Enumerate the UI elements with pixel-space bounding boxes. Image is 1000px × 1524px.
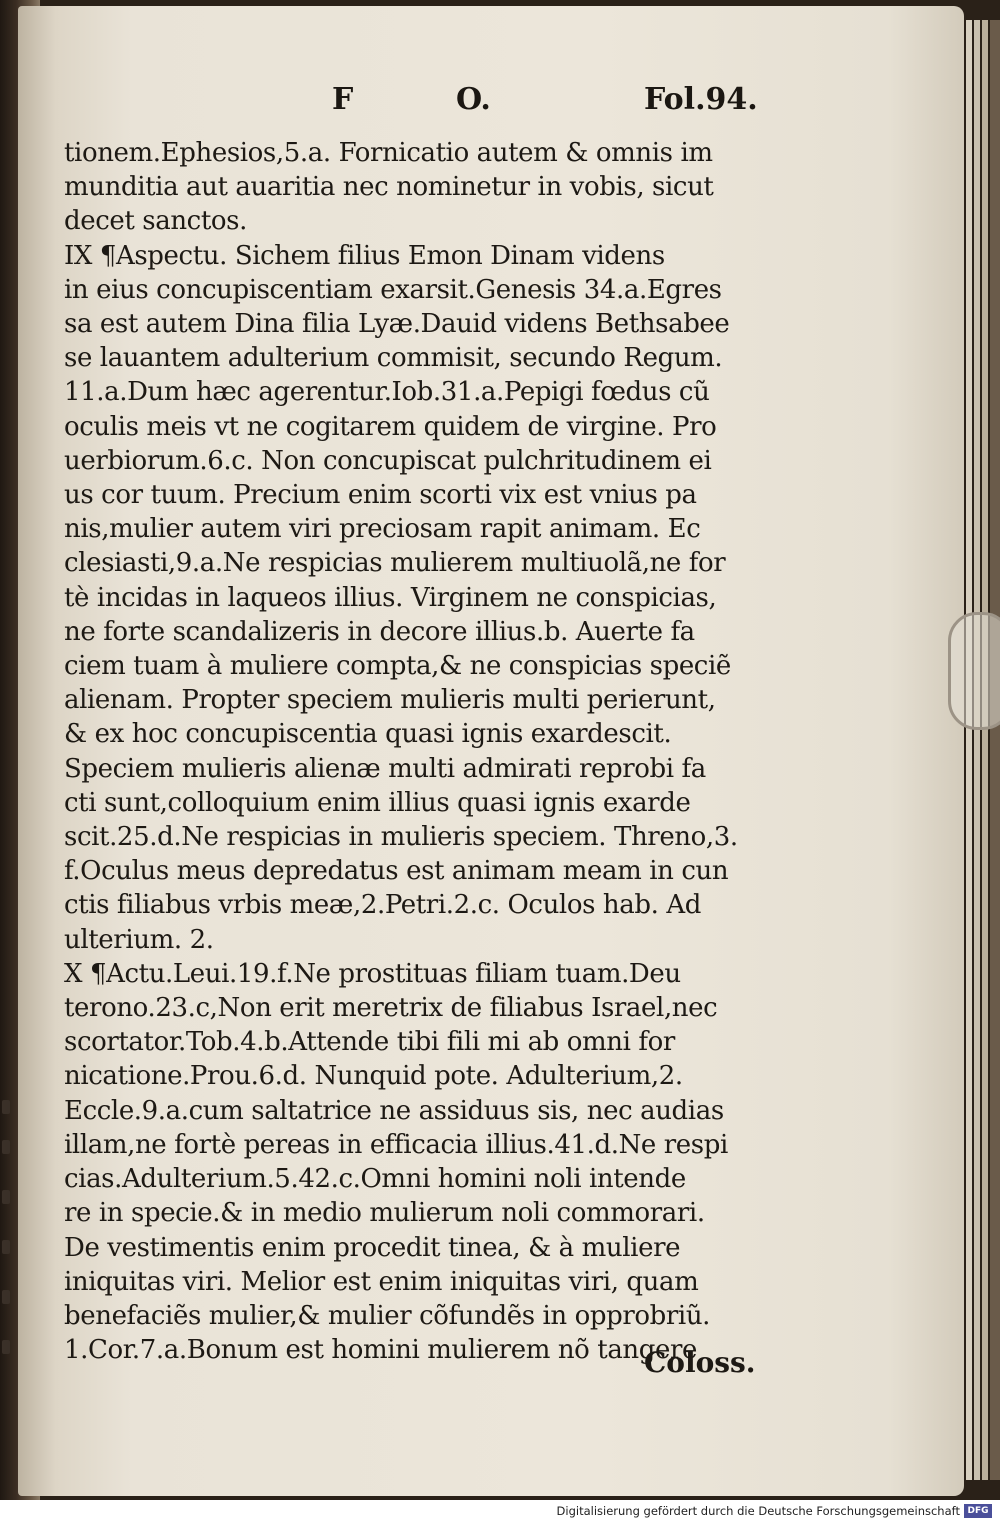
text-line: scit.25.d.Ne respicias in mulieris speciem. Threno,3. <box>64 822 738 853</box>
page-clip-shadow <box>948 612 1000 730</box>
text-line: us cor tuum. Precium enim scorti vix est vnius pa <box>64 480 697 511</box>
page-edge <box>966 20 972 1480</box>
folio-number: Fol.94. <box>644 82 758 117</box>
dfg-logo: DFG <box>964 1504 992 1518</box>
text-line: tionem.Ephesios,5.a. Fornicatio autem & omnis im <box>64 138 713 168</box>
text-line: se lauantem adulterium commisit, secundo Regum. <box>64 343 723 374</box>
text-line: clesiasti,9.a.Ne respicias mulierem multiuolã,ne for <box>64 548 726 579</box>
text-line: uerbiorum.6.c. Non concupiscat pulchritudinem ei <box>64 445 712 476</box>
text-line: ctis filiabus vrbis meæ,2.Petri.2.c. Oculos hab. Ad <box>64 890 701 921</box>
text-line: 11.a.Dum hæc agerentur.Iob.31.a.Pepigi fœdus cũ <box>64 377 710 408</box>
text-line: re in specie.& in medio mulierum noli commorari. <box>64 1198 705 1229</box>
text-line: alienam. Propter speciem mulieris multi perierunt, <box>64 685 716 716</box>
text-line: ciem tuam à muliere compta,& ne conspicias speciẽ <box>64 651 731 682</box>
text-line: X ¶Actu.Leui.19.f.Ne prostituas filiam tuam.Deu <box>64 958 681 989</box>
text-line: illam,ne fortè pereas in efficacia illius.41.d.Ne respi <box>64 1129 728 1160</box>
text-line: in eius concupiscentiam exarsit.Genesis 34.a.Egres <box>64 274 722 305</box>
text-line: cias.Adulterium.5.42.c.Omni homini noli intende <box>64 1164 686 1195</box>
text-line: & ex hoc concupiscentia quasi ignis exardescit. <box>64 719 672 750</box>
header-middle: O. <box>456 82 491 117</box>
text-line: IX ¶Aspectu. Sichem filius Emon Dinam videns <box>64 240 665 271</box>
gutter-marks <box>0 1100 14 1400</box>
text-line: Speciem mulieris alienæ multi admirati reprobi fa <box>64 753 706 784</box>
text-line: Eccle.9.a.cum saltatrice ne assiduus sis, nec audias <box>64 1095 724 1126</box>
text-line: De vestimentis enim procedit tinea, & à muliere <box>64 1232 681 1263</box>
text-line: f.Oculus meus depredatus est animam meam in cun <box>64 856 729 887</box>
text-line: iniquitas viri. Melior est enim iniquitas viri, quam <box>64 1266 699 1297</box>
page-edge <box>982 20 988 1480</box>
text-line: 1.Cor.7.a.Bonum est homini mulierem nõ tangere <box>64 1335 698 1366</box>
text-line: ulterium. 2. <box>64 924 214 955</box>
catchword: Coloss. <box>644 1346 756 1379</box>
running-header <box>0 82 1000 122</box>
header-left: F <box>332 82 354 117</box>
text-line: sa est autem Dina filia Lyæ.Dauid videns Bethsabee <box>64 309 730 340</box>
text-line: munditia aut auaritia nec nominetur in vobis, sicut <box>64 172 714 203</box>
text-line: oculis meis vt ne cogitarem quidem de virgine. Pro <box>64 411 717 442</box>
text-line: benefaciẽs mulier,& mulier cõfundẽs in opprobriũ. <box>64 1300 711 1331</box>
funding-notice: Digitalisierung gefördert durch die Deutsche Forschungsgemeinschaft <box>556 1504 960 1518</box>
text-line: scortator.Tob.4.b.Attende tibi fili mi ab omni for <box>64 1027 675 1058</box>
text-line: ne forte scandalizeris in decore illius.b. Auerte fa <box>64 616 695 647</box>
text-line: cti sunt,colloquium enim illius quasi ignis exarde <box>64 787 691 818</box>
text-line: tè incidas in laqueos illius. Virginem ne conspicias, <box>64 582 717 613</box>
page-edge <box>974 20 980 1480</box>
text-line: nicatione.Prou.6.d. Nunquid pote. Adulterium,2. <box>64 1061 683 1092</box>
footer-bar <box>0 1500 1000 1524</box>
text-line: nis,mulier autem viri preciosam rapit animam. Ec <box>64 514 701 545</box>
book-cover-edge <box>990 20 1000 1480</box>
text-line: terono.23.c,Non erit meretrix de filiabus Israel,nec <box>64 993 718 1024</box>
text-line: decet sanctos. <box>64 206 247 237</box>
page-body-text <box>64 136 794 1367</box>
